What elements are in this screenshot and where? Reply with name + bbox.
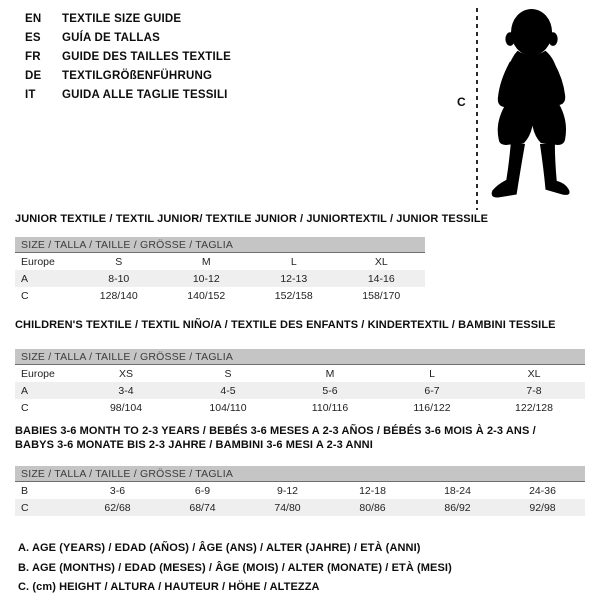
lang-title: TEXTILGRÖßENFÜHRUNG (62, 70, 213, 82)
section-title-junior (15, 212, 488, 226)
table-cell: M (201, 255, 211, 268)
lang-row-en (25, 10, 231, 29)
table-row (15, 399, 585, 416)
table-cell: 152/158 (274, 289, 313, 302)
table-cell: 4-5 (220, 384, 236, 397)
table-cell: 5-6 (322, 384, 338, 397)
size-header-bar: SIZE / TALLA / TAILLE / GRÖSSE / TAGLIA (15, 466, 585, 482)
children-size-table (15, 349, 585, 416)
table-cell: 68/74 (189, 501, 216, 514)
table-row (15, 499, 585, 516)
table-row (15, 270, 425, 287)
table-cell: 9-12 (276, 484, 298, 497)
lang-row-fr (25, 48, 231, 67)
lang-title: GUIDA ALLE TAGLIE TESSILI (62, 89, 228, 101)
row-label: Europe (21, 255, 55, 268)
lang-title: TEXTILE SIZE GUIDE (62, 13, 182, 25)
lang-code: EN (25, 13, 42, 25)
table-cell: 8-10 (108, 272, 130, 285)
section-title-children (15, 318, 556, 332)
lang-code: ES (25, 32, 41, 44)
table-cell: 104/110 (209, 401, 247, 414)
table-row (15, 253, 425, 270)
lang-row-de (25, 67, 231, 86)
table-cell: L (429, 367, 435, 380)
table-cell: 6-7 (424, 384, 440, 397)
row-label: C (21, 501, 29, 514)
row-label: C (21, 289, 29, 302)
lang-code: DE (25, 70, 42, 82)
babies-size-table (15, 466, 585, 516)
table-row (15, 365, 585, 382)
lang-row-it (25, 86, 231, 105)
section-title-text: BABYS 3-6 MONATE BIS 2-3 JAHRE / BAMBINI 3-6 MESI A 2-3 ANNI (15, 439, 373, 451)
baby-size-figure (450, 0, 600, 220)
table-cell: S (224, 367, 232, 380)
section-title-babies (15, 424, 536, 452)
table-cell: 92/98 (529, 501, 556, 514)
lang-title: GUÍA DE TALLAS (62, 32, 160, 44)
table-cell: XL (374, 255, 388, 268)
table-cell: 14-16 (367, 272, 395, 285)
language-title-block (25, 10, 231, 105)
table-cell: S (115, 255, 123, 268)
table-cell: 86/92 (444, 501, 471, 514)
section-title-text: CHILDREN'S TEXTILE / TEXTIL NIÑO/A / TEXTILE DES ENFANTS / KINDERTEXTIL / BAMBINI TESSILE (15, 319, 556, 331)
table-cell: 122/128 (515, 401, 553, 414)
table-cell: 7-8 (526, 384, 542, 397)
table-cell: XL (527, 367, 541, 380)
table-cell: 10-12 (192, 272, 220, 285)
table-row (15, 287, 425, 304)
baby-silhouette-icon (483, 7, 581, 211)
table-cell: 98/104 (109, 401, 143, 414)
table-cell: 6-9 (194, 484, 211, 497)
row-label: Europe (21, 367, 55, 380)
table-cell: 62/68 (104, 501, 131, 514)
table-cell: 80/86 (359, 501, 386, 514)
table-cell: 140/152 (187, 289, 226, 302)
size-header-bar: SIZE / TALLA / TAILLE / GRÖSSE / TAGLIA (15, 237, 425, 253)
lang-title: GUIDE DES TAILLES TEXTILE (62, 51, 231, 63)
table-cell: 110/116 (311, 401, 349, 414)
table-cell: 12-13 (280, 272, 308, 285)
measure-label-c: C (457, 95, 466, 109)
table-cell: L (290, 255, 297, 268)
size-header-bar: SIZE / TALLA / TAILLE / GRÖSSE / TAGLIA (15, 349, 585, 365)
table-cell: 18-24 (444, 484, 471, 497)
table-cell: M (325, 367, 335, 380)
height-measure-line (476, 8, 478, 210)
lang-row-es (25, 29, 231, 48)
row-label: A (21, 384, 29, 397)
table-cell: 3-6 (109, 484, 126, 497)
table-cell: XS (118, 367, 133, 380)
table-cell: 158/170 (362, 289, 401, 302)
note-c: C. (cm) HEIGHT / ALTURA / HAUTEUR / HÖHE / ALTEZZA (18, 581, 320, 593)
row-label: A (21, 272, 29, 285)
table-row (15, 482, 585, 499)
lang-code: IT (25, 89, 36, 101)
row-label: B (21, 484, 29, 497)
section-title-text: BABIES 3-6 MONTH TO 2-3 YEARS / BEBÉS 3-6 MESES A 2-3 AÑOS / BÉBÉS 3-6 MOIS À 2-3 ANS / (15, 425, 536, 437)
note-b: B. AGE (MONTHS) / EDAD (MESES) / ÂGE (MOIS) / ALTER (MONATE) / ETÀ (MESI) (18, 561, 452, 574)
table-cell: 128/140 (99, 289, 138, 302)
table-cell: 3-4 (118, 384, 134, 397)
table-cell: 74/80 (274, 501, 301, 514)
row-label: C (21, 401, 29, 414)
table-cell: 116/122 (413, 401, 451, 414)
note-a: A. AGE (YEARS) / EDAD (AÑOS) / ÂGE (ANS) / ALTER (JAHRE) / ETÀ (ANNI) (18, 542, 421, 554)
lang-code: FR (25, 51, 41, 63)
table-cell: 24-36 (529, 484, 556, 497)
section-title-text: JUNIOR TEXTILE / TEXTIL JUNIOR/ TEXTILE JUNIOR / JUNIORTEXTIL / JUNIOR TESSILE (15, 213, 489, 225)
table-row (15, 382, 585, 399)
table-cell: 12-18 (359, 484, 386, 497)
legend-notes (18, 539, 452, 598)
junior-size-table (15, 237, 425, 304)
